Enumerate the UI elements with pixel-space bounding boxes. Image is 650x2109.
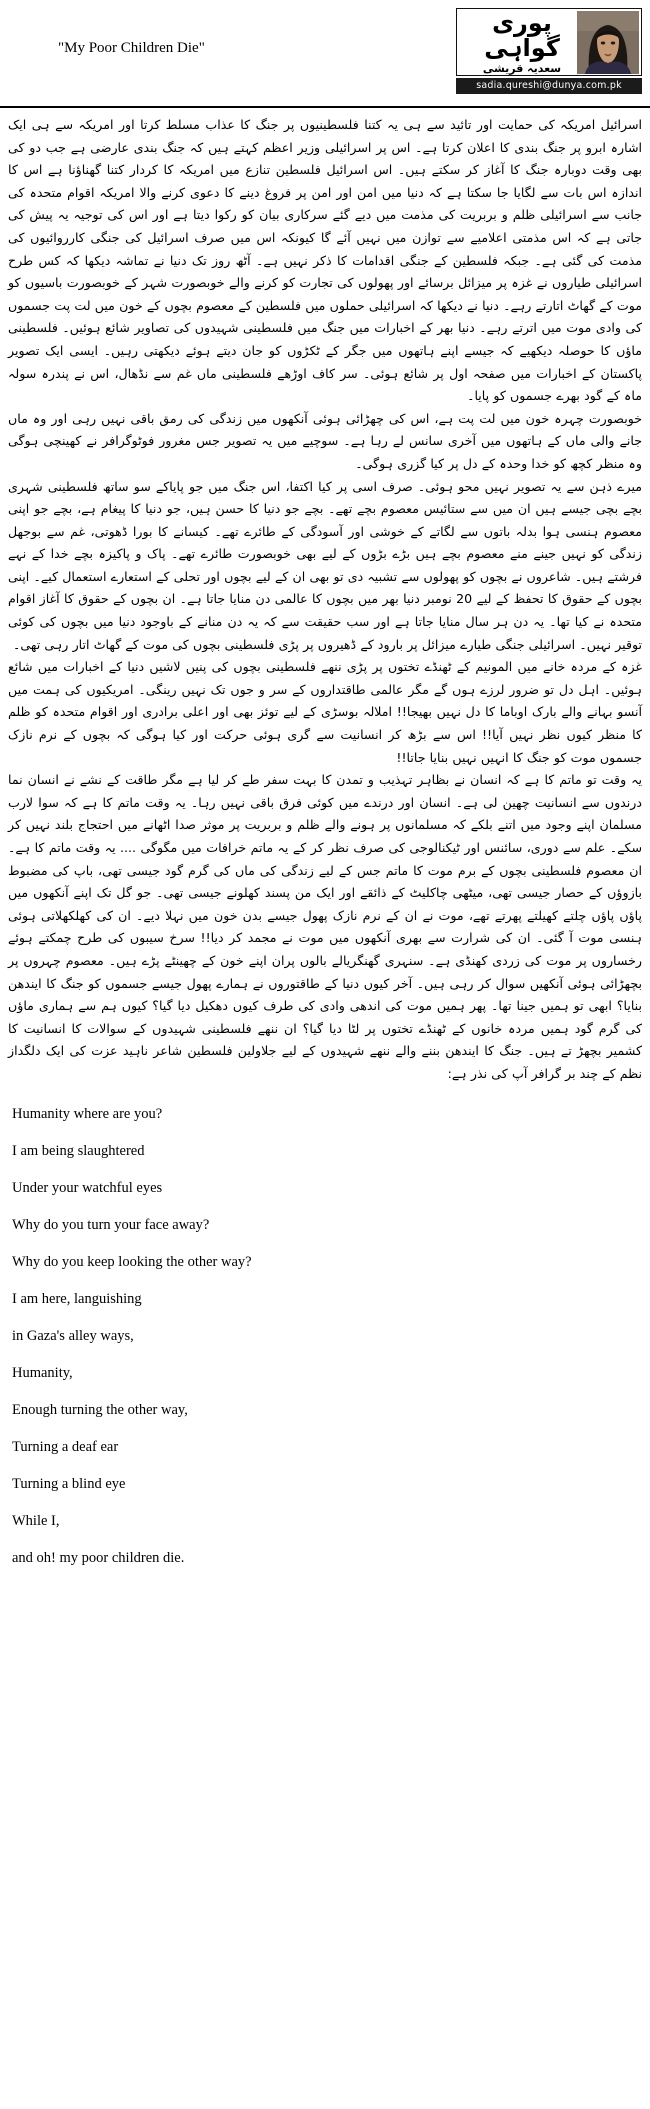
poem-line: and oh! my poor children die.: [12, 1549, 185, 1566]
paragraph: میرے ذہن سے یہ تصویر نہیں محو ہوئی۔ صرف اسی پر کیا اکتفا، اس جنگ میں جو پایاکے سو ساتھ فلسطینی شہری بچے بچی جیسے ہیں ان میں سے ستائیس معصوم بچے تھے۔ بچے جو دنیا کا حسن ہیں، جو دنیا کا پیغام ہے، بچے جو اپنی معصوم ہنسی ہوا بدلہ باتوں سے لگاتے کے خوشی اور آسودگی کے طائرے تھے۔ کیسانے کا بورا ڈھوتی، غم سے بوجھل زندگی کو نہیں جینے منے معصوم بچے ہیں بڑے بڑوں کے لیے بھی خوبصورت طائرے تھے۔ پاک و پاکیزہ بچے خدا کے نہے فرشتے ہیں۔ شاعروں نے بچوں کو پھولوں سے تشبیہ دی تو بھی ان کے لیے بچوں اور تحلی کے استعارے استعمال کیے۔ اپنی بچوں کے حقوق کا تحفظ کے لیے 20 نومبر دنیا بھر میں بچوں کا عالمی دن منایا جاتا ہے۔ ان بچوں کے حقوق کا آغاز اقوام متحدہ نے کیا تھا۔ یہ دن ہر سال منایا جاتا ہے اور سب حقیقت سے کہ یہ دن منانے کے باوجود دنیا میں بچوں کی کوئی توقیر نہیں۔ اسرائیلی جنگی طیارے میزائل پر بارود کے ڈھیروں پر پڑی فلسطینی بچوں کی موت کے گھاٹ اتار رہی تھی۔: [8, 478, 642, 652]
poem-line: Humanity where are you?: [12, 1105, 163, 1122]
avatar: [577, 11, 639, 74]
poem-line: in Gaza's alley ways,: [12, 1327, 134, 1344]
column-title: [463, 11, 581, 76]
author-email[interactable]: sadia.qureshi@dunya.com.pk: [456, 78, 642, 94]
column-title-line2: گواہی: [484, 34, 560, 62]
poem-line: Enough turning the other way,: [12, 1401, 188, 1418]
poem-line: Why do you turn your face away?: [12, 1216, 210, 1233]
paragraph: اسرائیل امریکہ کی حمایت اور تائید سے ہی یہ کتنا فلسطینیوں پر جنگ کا عذاب مسلط کرتا اور امریکہ سے ہی ایک اشارہ ابرو پر جنگ بندی کا اعلان کرتا ہے۔ اس پر اسرائیلی وزیر اعظم کہتے ہیں کہ جنگ بندی عارضی ہے جب دو کی بھی وقت دوبارہ جنگ کا آغاز کر سکتے ہیں۔ اس اسرائیل فلسطین تنازع میں امریکہ کا کردار کتنا گھناؤنا ہے اس کا اندازہ اس بات سے لگایا جا سکتا ہے کہ دنیا میں امن اور امن پر فروغ دینے کا دعوی کرنے والا امریکہ اقوام متحدہ کی جانب سے اسرائیلی ظلم و بربریت کی مذمت میں دیے گئے سرکاری بیان کو رکوا دیتا ہے اور اس کی توجیہ یہ پیش کی جاتی ہے کہ اس مذمتی اعلامیے سے توازن میں نہیں آئے گا کیونکہ اس میں صرف اسرائیل کی جنگی کارروائیوں کی مذمت کی گئی ہے۔ جبکہ فلسطین کے جنگی اقدامات کا ذکر نہیں ہے۔ آٹھ روز تک دنیا نے تماشہ دیکھا کہ کس طرح اسرائیلی طیاروں نے غزہ پر میزائل برسائے اور پھولوں کی تجارت کو کرنے والے خوبصورت شہر کے خوبصورت باسیوں کو موت کے گھاٹ اتارتے رہے۔ دنیا نے دیکھا کہ اسرائیلی حملوں میں فلسطین کے معصوم بچوں کے خون میں لت پت جسموں کی وادی موت میں اترتے رہے۔ دنیا بھر کے اخبارات میں جنگ میں فلسطینی شہیدوں کی تصاویر شائع ہوئیں۔ فلسطینی ماؤں کا حوصلہ دیکھیے کہ جیسے اپنے ہاتھوں میں جگر کے ٹکڑوں کو جان دیتے ہوئے دیکھتی رہیں۔ ایسی ایک تصویر پاکستان کے اخبارات میں صفحہ اول پر شائع ہوئی۔ سر کاف اوڑھے فلسطینی ماں غم سے نڈھال، اس نے پندرہ سولہ ماہ کے گود بھرے جسموں کو پایا۔: [8, 117, 642, 404]
paragraph: غزہ کے مردہ خانے میں المونیم کے ٹھنڈے تختوں پر پڑی ننھے فلسطینی بچوں کی پنیں لاشیں دنیا کے اخبارات میں شائع ہوئیں۔ اہل دل تو ضرور لرزے ہوں گے مگر عالمی طاقتداروں کے سر و جوں تک نہیں رینگی۔ امریکیوں کی ہمت میں آنسو بہانے والے بارک اوباما کا دل نہیں بھیجا!! املالہ بوسڑی کے لیے توئز بھی اور اعلی برادری اور اقوام متحدہ کو ظلم کا منظر کیوں نظر نہیں آیا!! اس سے بڑھ کر انسانیت سے گری ہوئی حرکت اور کیا ہوگی کہ بچوں کے نرم نازک جسموں موت کو جنگ کا انہیں نہیں بنایا جاتا!!: [8, 659, 642, 765]
author-block: [382, 8, 642, 100]
poem-line: Turning a deaf ear: [12, 1438, 119, 1455]
masthead: [0, 0, 650, 108]
poem-line: Why do you keep looking the other way?: [12, 1253, 252, 1270]
page-title: "My Poor Children Die": [58, 40, 205, 56]
column-title-line1: پوری: [492, 9, 552, 37]
poem-line: Under your watchful eyes: [12, 1179, 163, 1196]
paragraph: خوبصورت چہرہ خون میں لت پت ہے، اس کی چھڑائی ہوئی آنکھوں میں زندگی کی رمق باقی نہیں رہی اور وہ ماں جانے والی ماں کے ہاتھوں میں آخری سانس لے رہا ہے۔ سوچیے میں یہ تصویر جس مغرور فوٹوگرافر نے کھینچی ہوگی وہ منظر کچھ کو خدا وحدہ کے دل پر کیا گزری ہوگی۔: [8, 410, 642, 471]
poem-line: I am being slaughtered: [12, 1142, 145, 1159]
column-logo-frame: [456, 8, 642, 76]
paragraph: یہ وقت تو ماتم کا ہے کہ انسان نے بظاہر تہذیب و تمدن کا بہت سفر طے کر لیا ہے مگر طاقت کے نشے نے انسان نما درندوں سے انسانیت چھین لی ہے۔ انسان اور درندے میں کوئی فرق باقی نہیں رہا۔ یہ وقت ماتم کا ہے کہ سوا لارب مسلمان اپنے وجود میں اتنے بلکے کہ مسلمانوں پر ہونے والے ظلم و بربریت پر موثر صدا اٹھانے میں احتجاج بلند نہیں کر سکے۔ علم سے دوری، سائنس اور ٹیکنالوجی کی صرف نظر کر کے یہ ماتم خرافات میں مگوگی .... یہ وقت ماتم کا ہے۔ ان معصوم فلسطینی بچوں کے برم موت کا ماتم جس کے لیے زندگی کی ماں کی گرم گود جیسی تھی، باپ کی مضبوط بازوؤں کے حصار جیسی تھی، میٹھی چاکلیٹ کے ذائقے اور ایک من پسند کھلونے جیسی تھی۔ جو گل تک اپنے آنکھوں میں پاؤں پاؤں چلتے کھیلتے پھرتے تھے، موت نے ان کے نرم نازک پھول جیسے بدن خون میں نہلا دیے۔ ان کی کھلکھلاتی ہوئی ہنسی موت آ گئی۔ ان کی شرارت سے بھری آنکھوں میں موت نے مجمد کر دیا!! سرخ سیبوں کی طرح چمکتے ہوئے رخساروں پر موت کی زردی کھنڈی ہے۔ سنہری گھنگریالے بالوں پران اپنے خون کے چھینٹے پڑے ہیں۔ معصوم چہروں پر بچھڑائی ہوئی آنکھیں سوال کر رہی ہیں۔ آخر کیوں دنیا کے طاقتوروں نے ہمارے پھول جیسے جسموں کو جنگ کا ایندھن بنایا؟ ابھی تو ہمیں جینا تھا۔ پھر ہمیں موت کی اندھی وادی کی طرف کیوں دھکیل دیا گیا؟ کیوں ہم سے ہماری ماؤں کی گرم گود ہمیں مردہ خانوں کے ٹھنڈے تختوں پر لٹا دیا گیا؟ ان ننھے فلسطینی شہیدوں کے سوالات کا انسانیت کا کشمیر بچھڑ تے ہیں۔ جنگ کا ایندھن بننے والے ننھے شہیدوں کے لیے جلاولین فلسطین شاعر ناہید عزت کی ایک دلگداز نظم کے چند بر گرافر آپ کی نذر ہے:: [8, 772, 642, 1081]
poem-line: While I,: [12, 1512, 60, 1529]
poem-line: Humanity,: [12, 1364, 73, 1381]
author-portrait-icon: [577, 11, 639, 74]
poem-block: [0, 1086, 650, 1595]
poem-line: I am here, languishing: [12, 1290, 142, 1307]
poem-line: Turning a blind eye: [12, 1475, 126, 1492]
author-name: سعدیہ قریشی: [482, 62, 562, 75]
article-body: [0, 108, 650, 1086]
